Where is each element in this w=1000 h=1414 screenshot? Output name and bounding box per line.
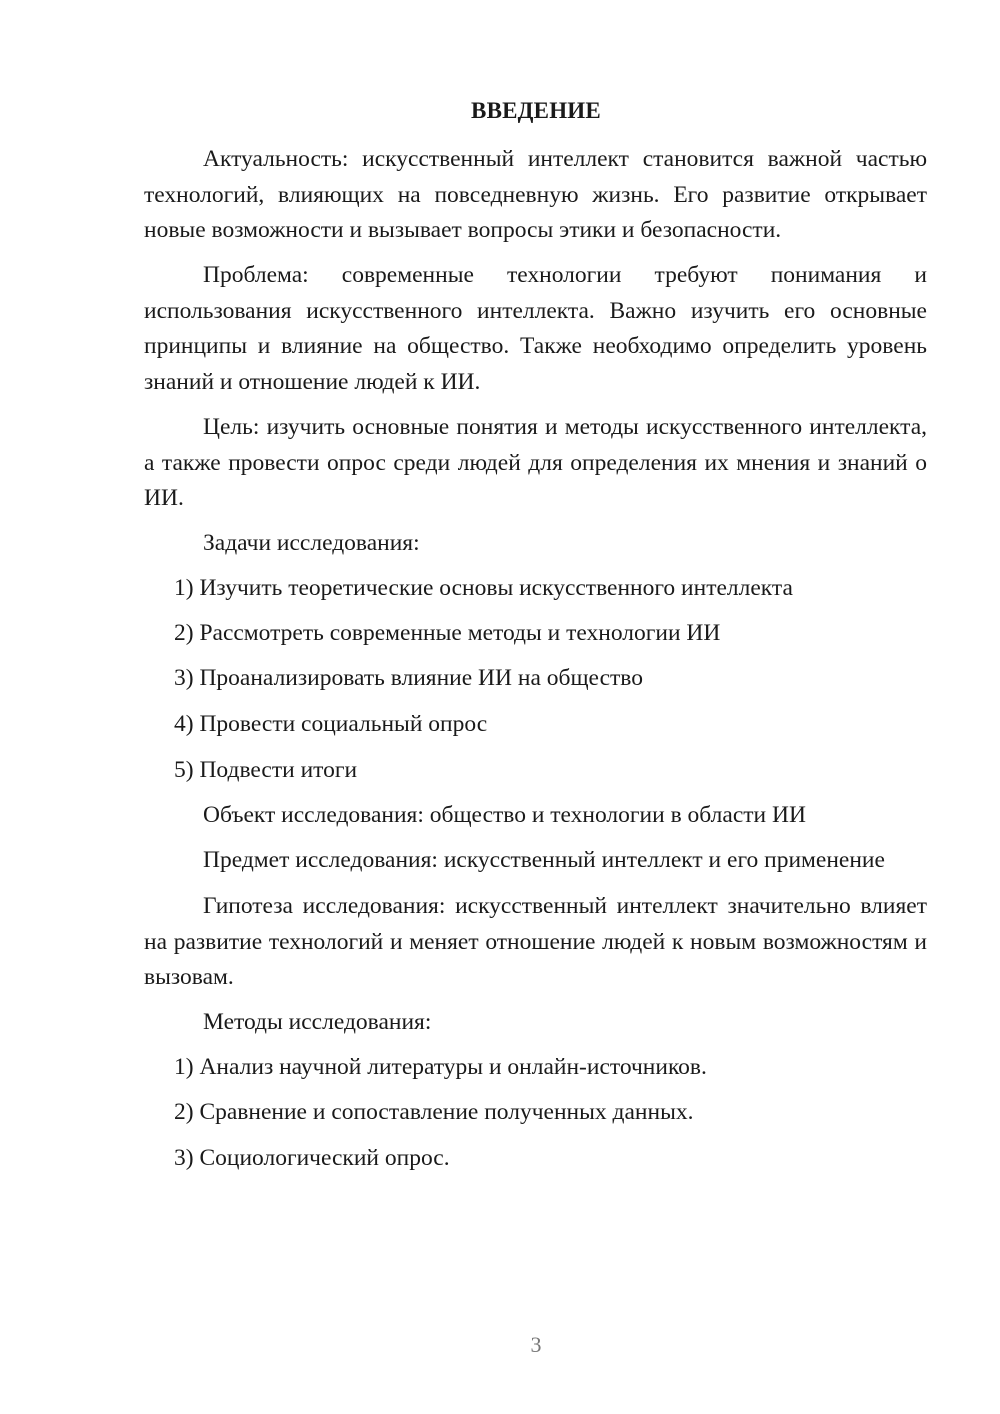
method-item-2: 2) Сравнение и сопоставление полученных данных.: [174, 1099, 694, 1125]
goal-paragraph: Цель: изучить основные понятия и методы искусственного интеллекта, а также провести опрос среди людей для определения их мнения и знаний о ИИ.: [144, 414, 927, 511]
task-item-3: 3) Проанализировать влияние ИИ на общество: [174, 665, 643, 691]
research-object: Объект исследования: общество и технологии в области ИИ: [203, 802, 806, 828]
task-item-1: 1) Изучить теоретические основы искусственного интеллекта: [174, 575, 793, 601]
method-item-1: 1) Анализ научной литературы и онлайн-источников.: [174, 1054, 707, 1080]
methods-heading: Методы исследования:: [203, 1009, 432, 1035]
relevance-paragraph: Актуальность: искусственный интеллект становится важной частью технологий, влияющих на повседневную жизнь. Его развитие открывает новые возможности и вызывает вопросы этики и безопасности.: [144, 146, 927, 243]
page-number: 3: [530, 1332, 542, 1357]
task-item-5: 5) Подвести итоги: [174, 757, 358, 783]
task-item-4: 4) Провести социальный опрос: [174, 711, 488, 737]
tasks-heading: Задачи исследования:: [203, 530, 420, 556]
page-title: ВВЕДЕНИЕ: [471, 98, 601, 123]
problem-paragraph: Проблема: современные технологии требуют понимания и использования искусственного интеллекта. Важно изучить его основные принципы и влияние на общество. Также необходимо определить уровень знаний и отношение людей к ИИ.: [144, 262, 927, 395]
task-item-2: 2) Рассмотреть современные методы и технологии ИИ: [174, 620, 721, 646]
hypothesis-paragraph: Гипотеза исследования: искусственный интеллект значительно влияет на развитие технологий и меняет отношение людей к новым возможностям и вызовам.: [144, 893, 927, 990]
method-item-3: 3) Социологический опрос.: [174, 1145, 450, 1171]
research-subject: Предмет исследования: искусственный интеллект и его применение: [203, 847, 885, 873]
